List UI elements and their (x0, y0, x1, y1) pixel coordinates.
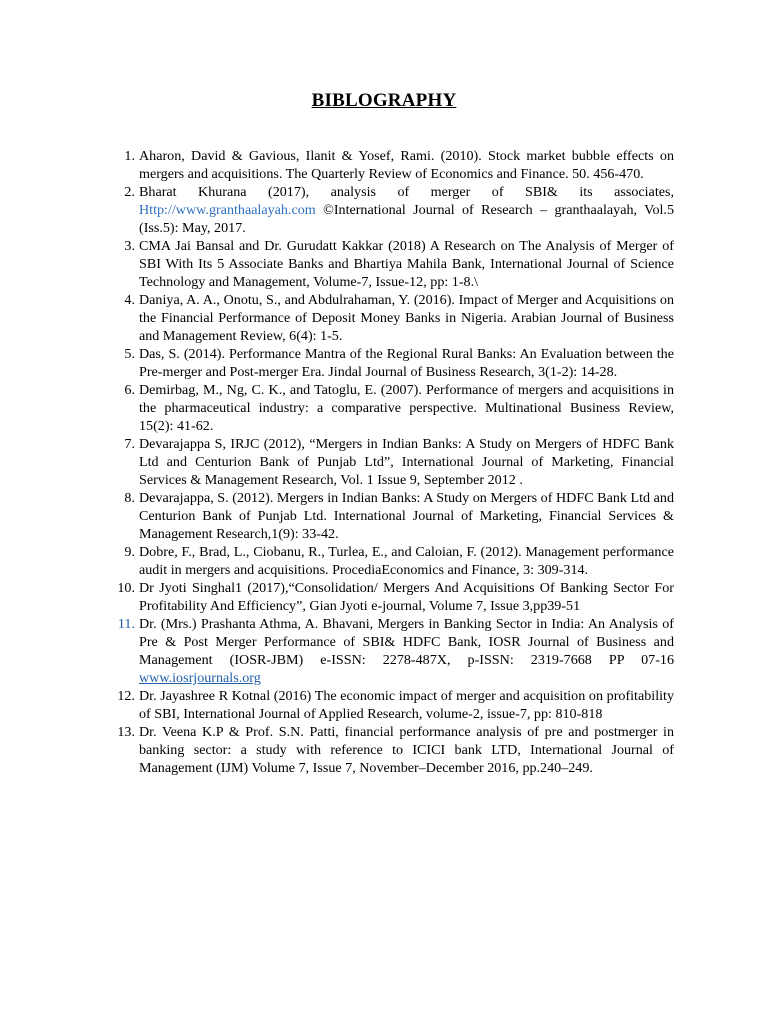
reference-item (124, 543, 674, 579)
reference-number: 3. (124, 238, 135, 254)
reference-text: Dr. Jayashree R Kotnal (2016) The economic impact of merger and acquisition on profitability of SBI, International Journal of Applied Research, volume-2, issue-7, pp: 810-818 (139, 688, 674, 722)
reference-number: 13. (117, 724, 135, 740)
reference-item (124, 435, 674, 489)
reference-number: 2. (124, 184, 135, 200)
reference-number: 6. (124, 382, 135, 398)
reference-text: Dr Jyoti Singhal1 (2017),“Consolidation/ Mergers And Acquisitions Of Banking Sector For Profitability And Efficiency”, Gian Jyoti e-journal, Volume 7, Issue 3,pp39-51 (139, 580, 674, 614)
reference-item (117, 579, 674, 615)
reference-number: 1. (124, 148, 135, 164)
reference-text: Devarajappa S, IRJC (2012), “Mergers in Indian Banks: A Study on Mergers of HDFC Bank Ltd and Centurion Bank of Punjab Ltd”, International Journal of Marketing, Financial Services & Management Research, Vol. 1 Issue 9, September 2012 . (139, 436, 674, 488)
reference-text: Das, S. (2014). Performance Mantra of the Regional Rural Banks: An Evaluation between the Pre-merger and Post-merger Era. Jindal Journal of Business Research, 3(1-2): 14-28. (139, 346, 674, 380)
reference-text: Dr. (Mrs.) Prashanta Athma, A. Bhavani, Mergers in Banking Sector in India: An Analysis of Pre & Post Merger Performance of SBI& HDFC Bank, IOSR Journal of Business and Management (IOSR-JBM) e-ISSN: 2278-487X, p-ISSN: 2319-7668 PP 07-16 (139, 616, 674, 668)
reference-text: Dobre, F., Brad, L., Ciobanu, R., Turlea, E., and Caloian, F. (2012). Management performance audit in mergers and acquisitions. ProcediaEconomics and Finance, 3: 309-314. (139, 544, 674, 578)
reference-number: 4. (124, 292, 135, 308)
reference-number: 12. (117, 688, 135, 704)
reference-list (117, 147, 674, 777)
reference-text: Bharat Khurana (2017), analysis of merger of SBI& its associates, (139, 184, 674, 200)
reference-item (124, 291, 674, 345)
reference-number: 10. (117, 580, 135, 596)
reference-text: ©International Journal of Research – granthaalayah, Vol.5 (Iss.5): May, 2017. (139, 202, 674, 236)
reference-item (124, 183, 674, 237)
reference-text: Daniya, A. A., Onotu, S., and Abdulrahaman, Y. (2016). Impact of Merger and Acquisitions on the Financial Performance of Deposit Money Banks in Nigeria. Arabian Journal of Business and Management Review, 6(4): 1-5. (139, 292, 674, 344)
reference-text: Demirbag, M., Ng, C. K., and Tatoglu, E. (2007). Performance of mergers and acquisitions in the pharmaceutical industry: a comparative perspective. Multinational Business Review, 15(2): 41-62. (139, 382, 674, 434)
reference-item (124, 345, 674, 381)
reference-text: CMA Jai Bansal and Dr. Gurudatt Kakkar (2018) A Research on The Analysis of Merger of SBI With Its 5 Associate Banks and Bhartiya Mahila Bank, International Journal of Science Technology and Management, Volume-7, Issue-12, pp: 1-8.\ (139, 238, 674, 290)
iosrjournals-link[interactable]: www.iosrjournals.org (139, 670, 261, 686)
reference-number: 9. (124, 544, 135, 560)
reference-number: 7. (124, 436, 135, 452)
reference-text: Dr. Veena K.P & Prof. S.N. Patti, financial performance analysis of pre and postmerger in banking sector: a study with reference to ICICI bank LTD, International Journal of Management (IJM) Volume 7, Issue 7, November–December 2016, pp.240–249. (139, 724, 674, 776)
reference-item (117, 687, 674, 723)
page-title: BIBLOGRAPHY (311, 90, 457, 111)
reference-item (124, 489, 674, 543)
reference-number: 5. (124, 346, 135, 362)
reference-item (117, 723, 674, 777)
reference-item (124, 237, 674, 291)
reference-number: 8. (124, 490, 135, 506)
reference-text: Aharon, David & Gavious, Ilanit & Yosef, Rami. (2010). Stock market bubble effects on mergers and acquisitions. The Quarterly Review of Economics and Finance. 50. 456-470. (139, 148, 674, 182)
reference-item (124, 147, 674, 183)
reference-number: 11. (117, 616, 135, 632)
granthaalayah-link[interactable]: Http://www.granthaalayah.com (139, 202, 316, 218)
reference-text: Devarajappa, S. (2012). Mergers in Indian Banks: A Study on Mergers of HDFC Bank Ltd and Centurion Bank of Punjab Ltd. International Journal of Marketing, Financial Services & Management Research,1(9): 33-42. (139, 490, 674, 542)
reference-item (124, 381, 674, 435)
reference-item (117, 615, 674, 687)
